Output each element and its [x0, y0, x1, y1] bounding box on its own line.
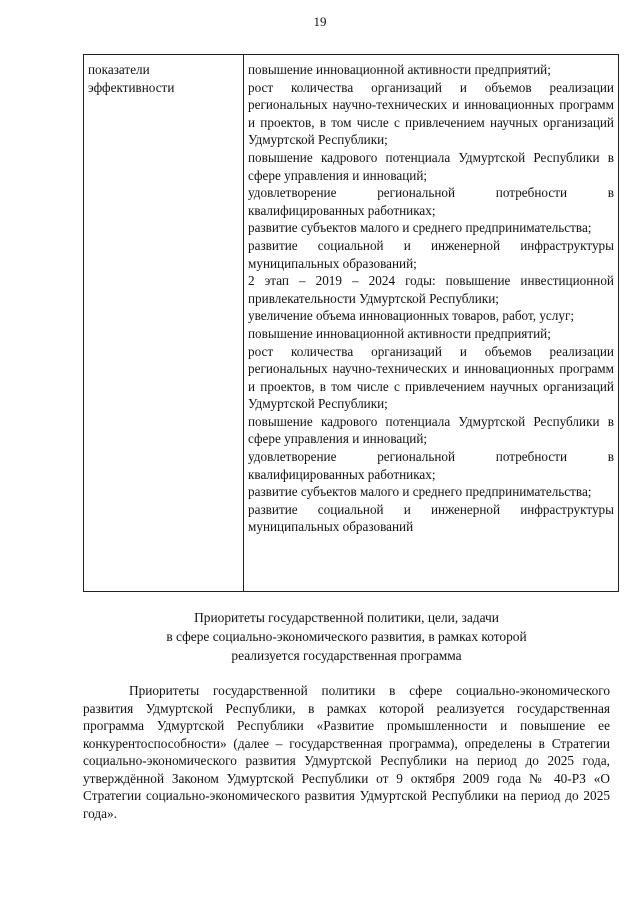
indicator-line: повышение инновационной активности предприятий;: [248, 62, 551, 77]
table-row: [84, 55, 619, 592]
body-paragraph: Приоритеты государственной политики в сфере социально-экономического развития Удмуртской Республики, в рамках которой реализуется государственная программа Удмуртской Республики «Развитие промышленности и повышение ее конкурентоспособности» (далее – государственная программа), определены в Стратегии социально-экономического развития Удмуртской Республики на период до 2025 года, утверждённой Законом Удмуртской Республики от 9 октября 2009 года № 40-РЗ «О Стратегии социально-экономического развития Удмуртской Республики на период до 2025 года».: [83, 683, 610, 821]
indicator-line: удовлетворение региональной потребности в квалифицированных работниках;: [248, 185, 614, 218]
heading-line: Приоритеты государственной политики, цели, задачи: [194, 610, 499, 625]
indicators-table: [83, 54, 619, 592]
indicator-line: развитие субъектов малого и среднего предпринимательства;: [248, 484, 592, 500]
indicator-line: развитие социальной и инженерной инфраструктуры муниципальных образований;: [248, 237, 614, 271]
indicator-line: повышение кадрового потенциала Удмуртской Республики в сфере управления и инноваций;: [248, 413, 614, 447]
indicator-line: увеличение объема инновационных товаров, работ, услуг;: [248, 308, 575, 324]
indicator-line: повышение инновационной активности предприятий;: [248, 325, 551, 341]
section-heading: [83, 608, 610, 665]
indicator-label-cell: [84, 55, 244, 592]
indicator-values-cell: [244, 55, 619, 592]
page-number: 19: [313, 14, 327, 29]
indicator-line: повышение кадрового потенциала Удмуртской Республики в сфере управления и инноваций;: [248, 149, 614, 183]
indicator-line: 2 этап – 2019 – 2024 годы: повышение инвестиционной привлекательности Удмуртской Республики;: [248, 273, 614, 306]
indicator-line: рост количества организаций и объемов реализации региональных научно-технических и инновационных программ и проектов, в том числе с привлечением научных организаций Удмуртской Республики;: [248, 79, 614, 148]
heading-line: в сфере социально-экономического развития, в рамках которой: [166, 629, 527, 644]
indicator-line: развитие социальной и инженерной инфраструктуры муниципальных образований: [248, 501, 614, 535]
heading-line: реализуется государственная программа: [231, 648, 462, 663]
indicator-line: развитие субъектов малого и среднего предпринимательства;: [248, 220, 592, 236]
indicator-line: удовлетворение региональной потребности в квалифицированных работниках;: [248, 449, 614, 482]
indicator-line: рост количества организаций и объемов реализации региональных научно-технических и инновационных программ и проектов, в том числе с привлечением научных организаций Удмуртской Республики;: [248, 343, 614, 412]
indicator-label: показатели эффективности: [88, 62, 175, 95]
